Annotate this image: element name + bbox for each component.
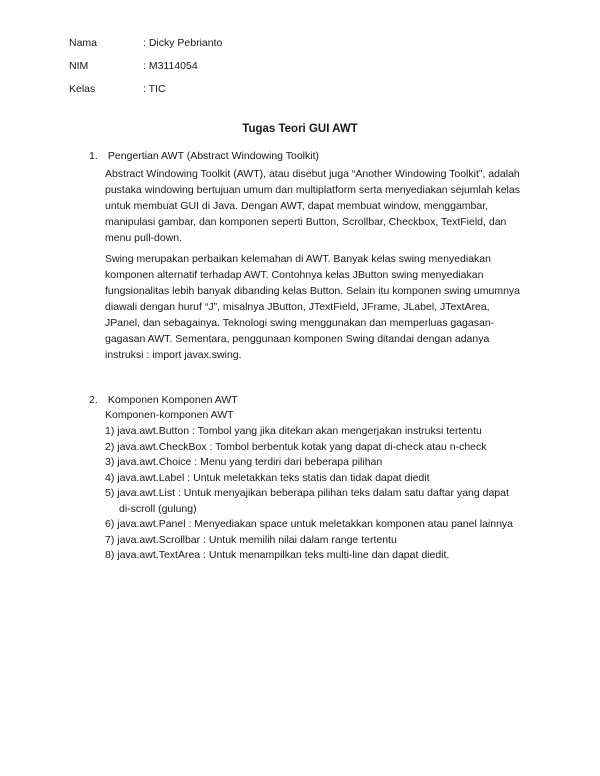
list-item: 7) java.awt.Scrollbar : Untuk memilih nilai dalam range tertentu xyxy=(105,533,397,546)
section-1-paragraph-1: Abstract Windowing Toolkit (AWT), atau disebut juga “Another Windowing Toolkit”, adalah pustaka windowing bertujuan umum dan multiplatform serta menyediakan sejumlah kelas untuk membuat GUI di Java. Dengan AWT, dapat membuat window, menggambar, manipulasi gambar, dan komponen seperti Button, Scrollbar, Checkbox, TextField, dan menu pull-down. xyxy=(105,168,520,244)
section-2-title: Komponen Komponen AWT xyxy=(107,394,238,406)
nim-value: : M3114054 xyxy=(143,60,198,72)
section-2-number: 2. xyxy=(89,394,98,406)
nim-label: NIM xyxy=(69,60,89,72)
list-item: 4) java.awt.Label : Untuk meletakkan teks statis dan tidak dapat diedit xyxy=(105,471,430,484)
list-item: 2) java.awt.CheckBox : Tombol berbentuk kotak yang dapat di-check atau n-check xyxy=(105,440,487,453)
section-1-title: Pengertian AWT (Abstract Windowing Toolkit) xyxy=(107,150,319,162)
nama-value: : Dicky Pebrianto xyxy=(143,37,223,49)
kelas-value: : TIC xyxy=(143,83,166,95)
awt-component-list xyxy=(105,424,535,564)
kelas-label: Kelas xyxy=(69,83,96,95)
list-item: 6) java.awt.Panel : Menyediakan space untuk meletakkan komponen atau panel lainnya xyxy=(105,518,514,530)
section-1-number: 1. xyxy=(89,150,98,162)
nama-label: Nama xyxy=(69,37,98,49)
list-item: 3) java.awt.Choice : Menu yang terdiri dari beberapa pilihan xyxy=(105,456,383,468)
section-1-paragraph-2: Swing merupakan perbaikan kelemahan di AWT. Banyak kelas swing menyediakan komponen alternatif terhadap AWT. Contohnya kelas JButton swing menyediakan fungsionalitas lebih banyak dibanding kelas Button. Selain itu komponen swing umumnya diawali dengan huruf “J”, misalnya JButton, JTextField, JFrame, JLabel, JTextArea, JPanel, dan sebagainya. Teknologi swing menggunakan dan memperluas gagasan-gagasan AWT. Sementara, penggunaan komponen Swing ditandai dengan adanya instruksi : import javax.swing. xyxy=(105,253,521,361)
section-1-heading xyxy=(89,149,319,163)
list-item: 8) java.awt.TextArea : Untuk menampilkan teks multi-line dan dapat diedit. xyxy=(105,549,450,561)
section-2-subheading: Komponen-komponen AWT xyxy=(105,409,234,421)
document-title: Tugas Teori GUI AWT xyxy=(242,123,358,135)
list-item-continuation: di-scroll (gulung) xyxy=(119,502,197,515)
section-2-heading xyxy=(89,393,238,407)
list-item: 1) java.awt.Button : Tombol yang jika ditekan akan mengerjakan instruksi tertentu xyxy=(105,425,482,437)
list-item-text: 5) java.awt.List : Untuk menyajikan beberapa pilihan teks dalam satu daftar yang dapat xyxy=(105,487,509,499)
list-item xyxy=(105,486,535,517)
